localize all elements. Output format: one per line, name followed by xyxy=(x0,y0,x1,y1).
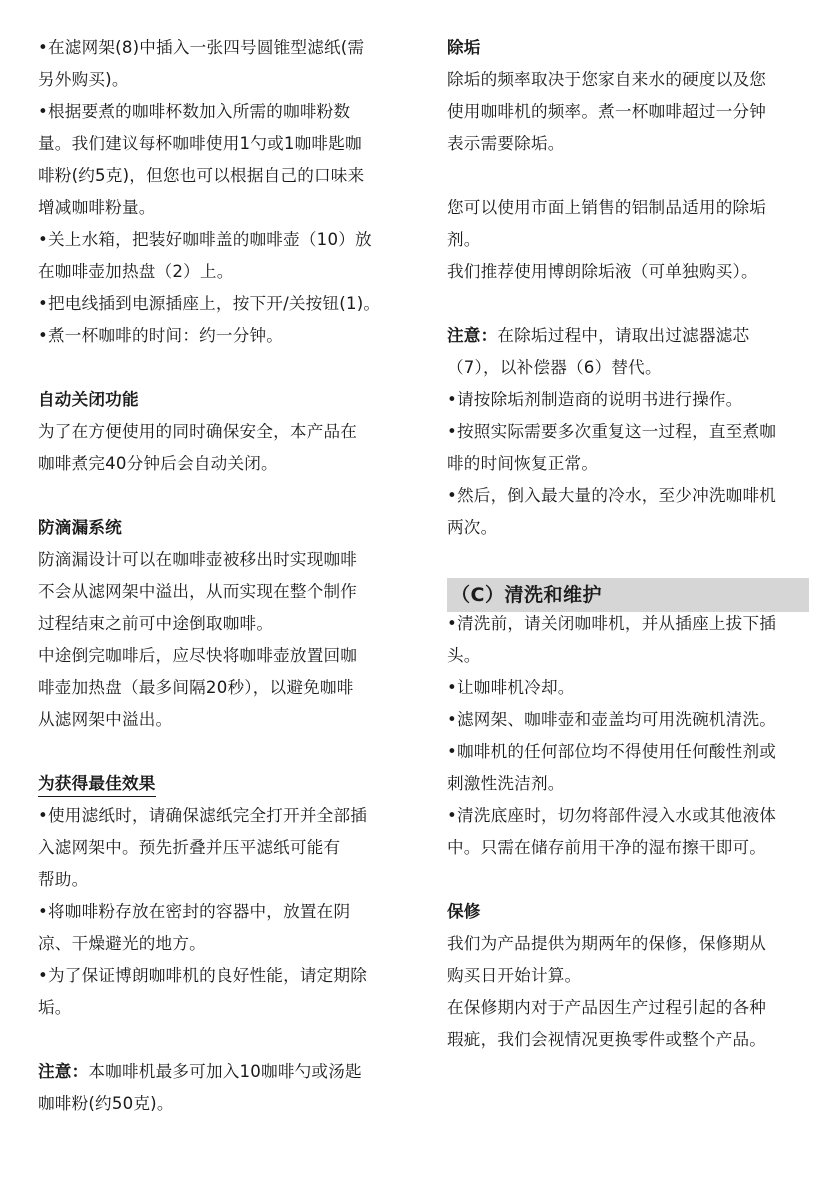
section-heading-descaling: 除垢 xyxy=(447,38,481,57)
text-line: •然后，倒入最大量的冷水，至少冲洗咖啡机 xyxy=(447,486,777,505)
text-line: 刺激性洗洁剂。 xyxy=(447,774,565,793)
section-banner-cleaning: （C）清洗和维护 xyxy=(447,578,809,612)
underlined-title: 为获得最佳效果 xyxy=(38,772,156,797)
text-line: 垢。 xyxy=(38,998,72,1017)
text-line: 使用咖啡机的频率。煮一杯咖啡超过一分钟 xyxy=(447,102,767,121)
text-line: 啡粉(约5克)，但您也可以根据自己的口味来 xyxy=(38,166,365,185)
text-line: 过程结束之前可中途倒取咖啡。 xyxy=(38,614,274,633)
text-line: •使用滤纸时，请确保滤纸完全打开并全部插 xyxy=(38,806,368,825)
right-column xyxy=(447,32,809,1056)
note-text: 本咖啡机最多可加入10咖啡勺或汤匙 xyxy=(88,1062,362,1081)
text-line: 我们推荐使用博朗除垢液（可单独购买）。 xyxy=(447,262,758,281)
text-line: 不会从滤网架中溢出，从而实现在整个制作 xyxy=(38,582,358,601)
note-line xyxy=(447,320,809,352)
note-label: 注意： xyxy=(447,326,498,345)
text-line: 头。 xyxy=(447,646,481,665)
text-line: 另外购买)。 xyxy=(38,70,129,89)
text-line: 瑕疵，我们会视情况更换零件或整个产品。 xyxy=(447,1030,767,1049)
text-line: •按照实际需要多次重复这一过程，直至煮咖 xyxy=(447,422,777,441)
section-heading-auto-off: 自动关闭功能 xyxy=(38,390,139,409)
text-line: 咖啡煮完40分钟后会自动关闭。 xyxy=(38,454,278,473)
text-line: 量。我们建议每杯咖啡使用1勺或1咖啡匙咖 xyxy=(38,134,362,153)
text-line: 剂。 xyxy=(447,230,481,249)
note-label: 注意： xyxy=(38,1062,89,1081)
text-line: 凉、干燥避光的地方。 xyxy=(38,934,206,953)
text-line: （7），以补偿器（6）替代。 xyxy=(447,358,662,377)
text-line: 我们为产品提供为期两年的保修，保修期从 xyxy=(447,934,767,953)
text-line: 啡的时间恢复正常。 xyxy=(447,454,599,473)
text-line: 帮助。 xyxy=(38,870,89,889)
text-line: •滤网架、咖啡壶和壶盖均可用洗碗机清洗。 xyxy=(447,710,777,729)
text-line: 啡壶加热盘（最多间隔20秒），以避免咖啡 xyxy=(38,678,354,697)
text-line: 为了在方便使用的同时确保安全，本产品在 xyxy=(38,422,358,441)
section-heading-best-results xyxy=(38,768,398,800)
text-line: 中途倒完咖啡后，应尽快将咖啡壶放置回咖 xyxy=(38,646,358,665)
text-line: 购买日开始计算。 xyxy=(447,966,582,985)
text-line: 您可以使用市面上销售的铝制品适用的除垢 xyxy=(447,198,767,217)
text-line: 咖啡粉(约50克)。 xyxy=(38,1094,174,1113)
text-line: 入滤网架中。预先折叠并压平滤纸可能有 xyxy=(38,838,341,857)
text-line: 防滴漏设计可以在咖啡壶被移出时实现咖啡 xyxy=(38,550,358,569)
text-line: •为了保证博朗咖啡机的良好性能，请定期除 xyxy=(38,966,368,985)
text-line: •清洗底座时，切勿将部件浸入水或其他液体 xyxy=(447,806,777,825)
text-line: 表示需要除垢。 xyxy=(447,134,565,153)
text-line: •把电线插到电源插座上，按下开/关按钮(1)。 xyxy=(38,294,381,313)
left-column xyxy=(38,32,398,1120)
text-line: 增减咖啡粉量。 xyxy=(38,198,156,217)
text-line: 两次。 xyxy=(447,518,498,537)
text-line: •清洗前，请关闭咖啡机，并从插座上拔下插 xyxy=(447,614,777,633)
text-line: •煮一杯咖啡的时间：约一分钟。 xyxy=(38,326,284,345)
text-line: •根据要煮的咖啡杯数加入所需的咖啡粉数 xyxy=(38,102,351,121)
text-line: •让咖啡机冷却。 xyxy=(447,678,575,697)
text-line: 中。只需在储存前用干净的湿布擦干即可。 xyxy=(447,838,767,857)
text-line: •将咖啡粉存放在密封的容器中，放置在阴 xyxy=(38,902,351,921)
text-line: •在滤网架(8)中插入一张四号圆锥型滤纸(需 xyxy=(38,38,365,57)
text-line: •请按除垢剂制造商的说明书进行操作。 xyxy=(447,390,743,409)
section-heading-drip-stop: 防滴漏系统 xyxy=(38,518,122,537)
note-line xyxy=(38,1056,398,1088)
note-text: 在除垢过程中，请取出过滤器滤芯 xyxy=(497,326,750,345)
section-heading-warranty: 保修 xyxy=(447,902,481,921)
text-line: 在咖啡壶加热盘（2）上。 xyxy=(38,262,234,281)
text-line: 在保修期内对于产品因生产过程引起的各种 xyxy=(447,998,767,1017)
text-line: •关上水箱，把装好咖啡盖的咖啡壶（10）放 xyxy=(38,230,372,249)
text-line: 从滤网架中溢出。 xyxy=(38,710,173,729)
text-line: 除垢的频率取决于您家自来水的硬度以及您 xyxy=(447,70,767,89)
text-line: •咖啡机的任何部位均不得使用任何酸性剂或 xyxy=(447,742,777,761)
